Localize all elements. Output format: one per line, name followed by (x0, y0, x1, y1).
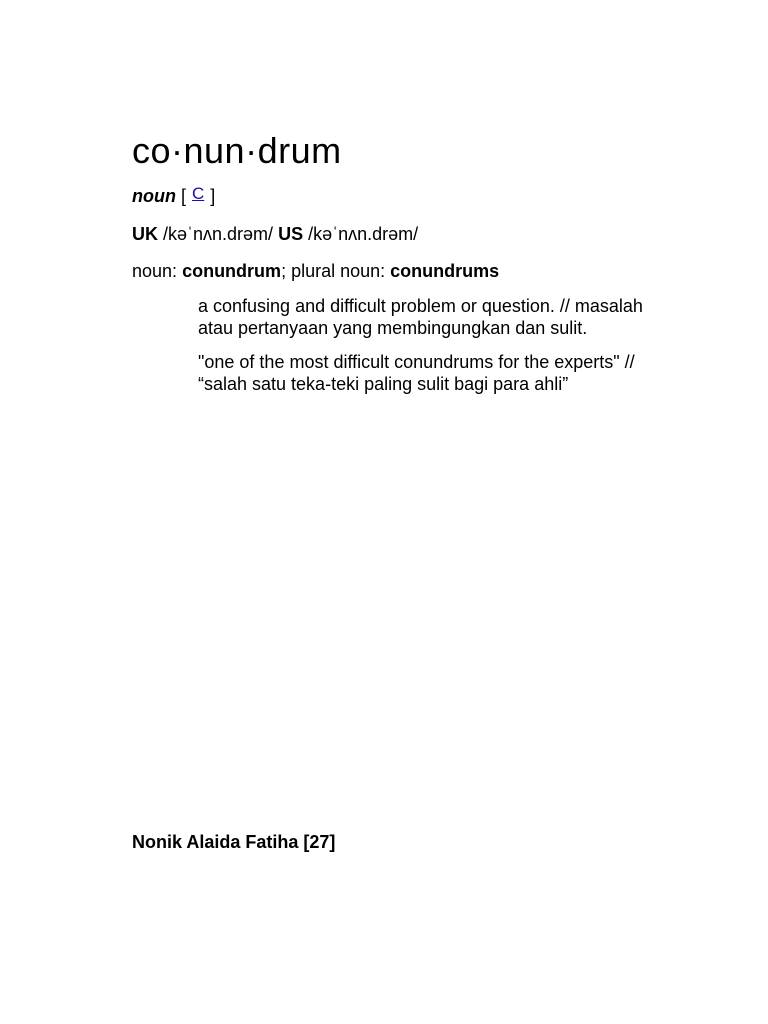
pronunciation-line (132, 222, 418, 246)
uk-pronunciation: /kəˈnʌn.drəm/ (163, 224, 274, 244)
grammar-bracket-close: ] (210, 186, 216, 206)
forms-separator: ; plural noun: (281, 261, 386, 281)
us-pronunciation: /kəˈnʌn.drəm/ (308, 224, 419, 244)
forms-prefix: noun: (132, 261, 178, 281)
word-forms-line (132, 259, 499, 283)
part-of-speech: noun (132, 186, 176, 206)
author-credit: Nonik Alaida Fatiha [27] (132, 832, 336, 852)
part-of-speech-line (132, 184, 215, 209)
headword: co·nun·drum (132, 130, 342, 171)
definition: a confusing and difficult problem or question. // masalah atau pertanyaan yang membingungkan dan sulit. (198, 296, 643, 338)
singular-form: conundrum (182, 261, 282, 281)
grammar-bracket-open: [ (181, 186, 187, 206)
sense-block (198, 295, 648, 395)
us-label: US (278, 224, 304, 244)
grammar-code-link[interactable]: C (192, 184, 205, 203)
plural-form: conundrums (390, 261, 500, 281)
example-sentence: "one of the most difficult conundrums for the experts" // “salah satu teka-teki paling sulit bagi para ahli” (198, 352, 635, 394)
uk-label: UK (132, 224, 158, 244)
